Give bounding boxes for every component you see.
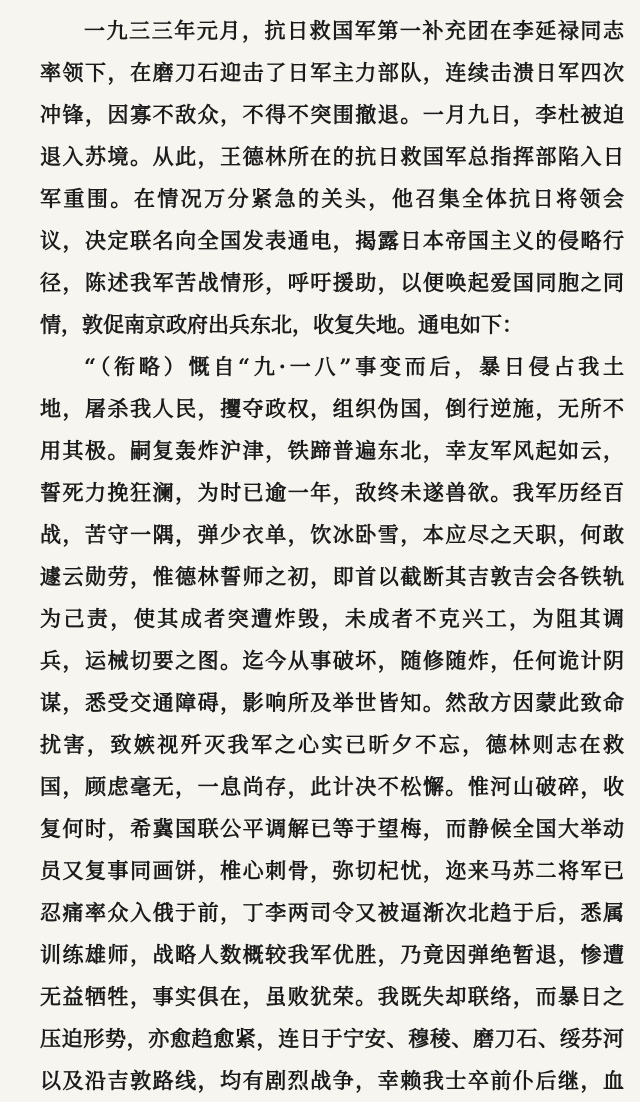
- paragraph-2-line-9: 谋，悉受交通障碍，影响所及举世皆知。然敌方因蒙此致命: [40, 690, 624, 715]
- paragraph-2-line-8: 兵，运械切要之图。迄今从事破坏，随修随炸，任何诡计阴: [40, 648, 624, 673]
- paragraph-1-line-4: 退入苏境。从此，王德林所在的抗日救国军总指挥部陷入日: [40, 144, 624, 169]
- paragraph-2-line-11: 国，顾虑毫无，一息尚存，此计决不松懈。惟河山破碎，收: [40, 774, 624, 799]
- paragraph-1-line-1: 一九三三年元月，抗日救国军第一补充团在李延禄同志: [84, 18, 624, 43]
- paragraph-2-line-14: 忍痛率众入俄于前，丁李两司令又被逼渐次北趋于后，悉属: [40, 900, 624, 925]
- paragraph-2-line-18: 以及沿吉敦路线，均有剧烈战争，幸赖我士卒前仆后继，血: [40, 1068, 624, 1093]
- paragraph-2-line-4: 誓死力挽狂澜，为时已逾一年，敌终未遂兽欲。我军历经百: [40, 480, 624, 505]
- document-text: [40, 10, 624, 1102]
- paragraph-1-line-6: 议，决定联名向全国发表通电，揭露日本帝国主义的侵略行: [40, 228, 624, 253]
- paragraph-2-line-13: 员又复事同画饼，椎心刺骨，弥切杞忧，迩来马苏二将军已: [40, 858, 624, 883]
- paragraph-1-line-5: 军重围。在情况万分紧急的关头，他召集全体抗日将领会: [40, 186, 624, 211]
- paragraph-2-line-15: 训练雄师，战略人数概较我军优胜，乃竟因弹绝暂退，惨遭: [40, 942, 624, 967]
- paragraph-2-line-12: 复何时，希冀国联公平调解已等于望梅，而静候全国大举动: [40, 816, 624, 841]
- paragraph-1-line-8: 情，敦促南京政府出兵东北，收复失地。通电如下：: [40, 312, 523, 337]
- paragraph-2-line-7: 为己责，使其成者突遭炸毁，未成者不克兴工，为阻其调: [40, 606, 624, 631]
- paragraph-2-line-17: 压迫形势，亦愈趋愈紧，连日于宁安、穆稜、磨刀石、绥芬河: [40, 1026, 624, 1051]
- paragraph-2-line-10: 扰害，致嫉视歼灭我军之心实已昕夕不忘，德林则志在救: [40, 732, 624, 757]
- paragraph-2-line-1: “（衔略）慨自“九·一八”事变而后，暴日侵占我土: [84, 354, 624, 379]
- paragraph-2-line-3: 用其极。嗣复轰炸沪津，铁蹄普遍东北，幸友军风起如云，: [40, 438, 624, 463]
- paragraph-1-line-3: 冲锋，因寡不敌众，不得不突围撤退。一月九日，李杜被迫: [40, 102, 624, 127]
- paragraph-1-line-7: 径，陈述我军苦战情形，呼吁援助，以便唤起爱国同胞之同: [40, 270, 624, 295]
- paragraph-1-line-2: 率领下，在磨刀石迎击了日军主力部队，连续击溃日军四次: [40, 60, 624, 85]
- paragraph-2-line-6: 遽云勋劳，惟德林誓师之初，即首以截断其吉敦吉会各铁轨: [40, 564, 624, 589]
- paragraph-2-line-16: 无益牺牲，事实俱在，虽败犹荣。我既失却联络，而暴日之: [40, 984, 624, 1009]
- paragraph-2-line-5: 战，苦守一隅，弹少衣单，饮冰卧雪，本应尽之天职，何敢: [40, 522, 624, 547]
- paragraph-2-line-2: 地，屠杀我人民，攫夺政权，组织伪国，倒行逆施，无所不: [40, 396, 624, 421]
